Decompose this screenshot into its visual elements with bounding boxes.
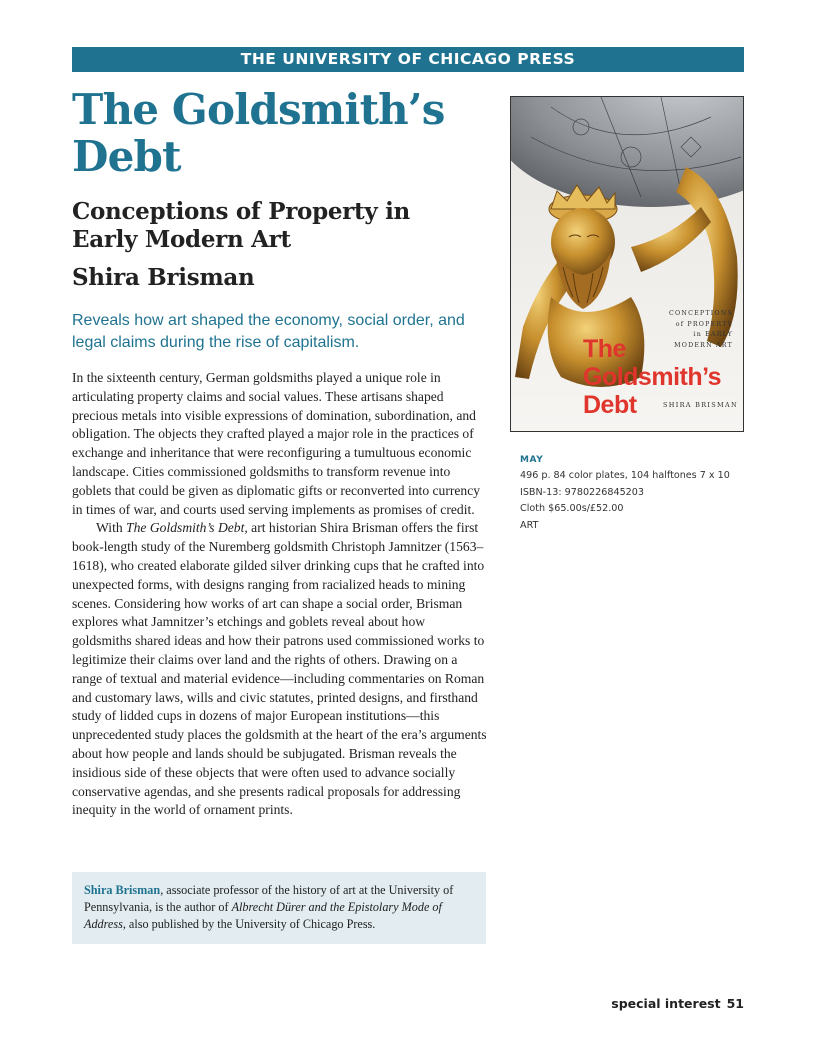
book-specs: 496 p. 84 color plates, 104 halftones 7 x 10 <box>520 470 730 482</box>
bio-author-name: Shira Brisman <box>84 883 161 897</box>
book-title: The Goldsmith’s Debt <box>72 85 445 181</box>
bio-text: , associate professor of the history of art at the University of Pennsylvania, is the author of <box>84 883 454 914</box>
book-cover <box>510 96 744 432</box>
release-month: MAY <box>520 455 544 465</box>
description-paragraph-2 <box>72 519 487 820</box>
book-metadata <box>520 452 750 534</box>
cover-subtitle-line-3: in EARLY <box>693 331 733 338</box>
publisher-banner: THE UNIVERSITY OF CHICAGO PRESS <box>72 47 744 72</box>
cover-author: SHIRA BRISMAN <box>663 401 738 409</box>
cover-title: The Goldsmith’s Debt <box>583 335 722 419</box>
bio-text-end: also published by the University of Chicago Press. <box>125 917 376 931</box>
author-bio <box>72 872 486 944</box>
book-tagline: Reveals how art shaped the economy, social order, and legal claims during the rise of capitalism. <box>72 312 465 351</box>
book-author: Shira Brisman <box>72 264 255 291</box>
paragraph-text: art historian Shira Brisman offers the first book-length study of the Nuremberg goldsmith Christoph Jamnitzer (1563–1618), who created elaborate gilded silver drinking cups that he crafted into unexpected forms, with designs ranging from racialized heads to mining scenes. Considering how works of art can shape a social order, Brisman explores what Jamnitzer’s etchings and goblets reveal about how goldsmiths shared ideas and how their patrons used commissioned works to legitimize their claims over land and the rights of others. Drawing on a range of textual and material evidence—including commentaries on Roman and customary laws, wills and civic statutes, printed designs, and firsthand study of lidded cups in dozens of major European institutions—this unprecedented study places the goldsmith at the heart of the era’s arguments about how people and lands should be subjugated. Brisman reveals the insidious side of these objects that were often used to advance socially conservative agendas, and she presents radical proposals for addressing inequity in the world of ornament prints. <box>72 520 487 818</box>
cover-subtitle-line-4: MODERN ART <box>674 341 733 349</box>
page-footer <box>611 996 744 1011</box>
book-isbn: ISBN-13: 9780226845203 <box>520 486 644 498</box>
bio-book-title: Albrecht Dürer and the Epistolary Mode of Address, <box>84 900 442 931</box>
book-subtitle: Conceptions of Property in Early Modern Art <box>72 198 410 253</box>
book-description <box>72 369 487 820</box>
cover-subtitle-line-2: of PROPERTY <box>675 320 733 328</box>
book-title-reference: The Goldsmith’s Debt, <box>126 520 248 536</box>
description-paragraph-1: In the sixteenth century, German goldsmiths played a unique role in articulating property claims and social values. These artisans shaped precious metals into visible expressions of domination, subordination, and obligation. The objects they crafted played a major role in the practices of exchange and inheritance that were reconfiguring a tumultuous economic landscape. Cities commissioned goldsmiths to transform revenue into goblets that could be given as diplomatic gifts or reconverted into currency in times of war, and courts used serving implements as promises of credit. <box>72 370 481 517</box>
book-subject: ART <box>520 519 539 531</box>
section-label: special interest <box>611 996 721 1011</box>
page-number: 51 <box>726 996 744 1011</box>
cover-subtitle-line-1: CONCEPTIONS <box>668 310 733 317</box>
paragraph-intro: With <box>96 520 127 536</box>
book-price: Cloth $65.00s/£52.00 <box>520 503 624 515</box>
